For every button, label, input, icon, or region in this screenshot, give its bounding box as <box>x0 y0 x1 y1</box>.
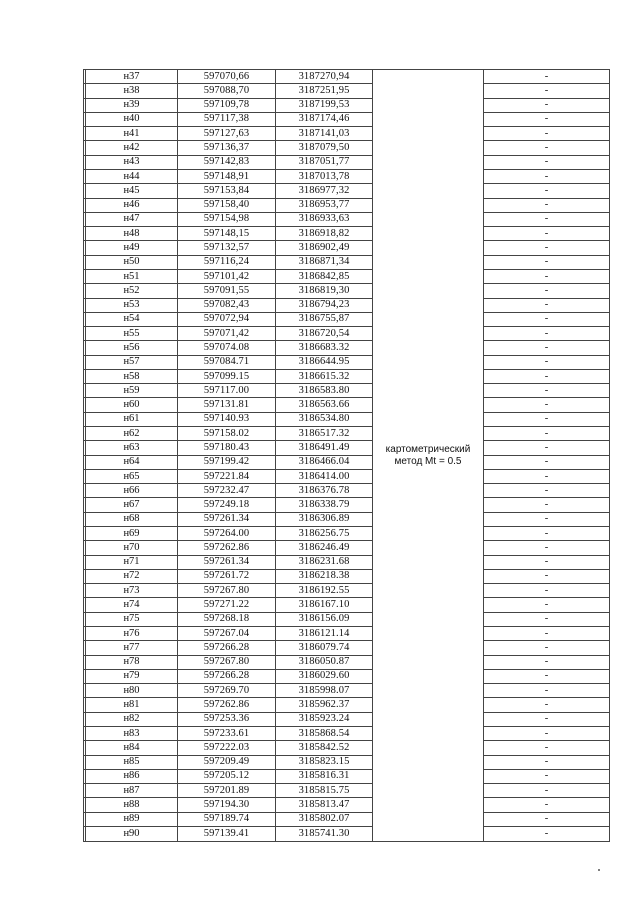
point-cell: н88 <box>86 798 178 812</box>
value-cell: - <box>484 284 610 298</box>
y-coordinate-cell: 3185813.47 <box>276 798 373 812</box>
value-cell: - <box>484 312 610 326</box>
x-coordinate-cell: 597127,63 <box>178 127 276 141</box>
point-cell: н82 <box>86 712 178 726</box>
value-cell: - <box>484 484 610 498</box>
y-coordinate-cell: 3186231.68 <box>276 555 373 569</box>
table-row <box>84 755 610 769</box>
point-cell: н37 <box>86 70 178 84</box>
y-coordinate-cell: 3185815.75 <box>276 784 373 798</box>
x-coordinate-cell: 597180.43 <box>178 441 276 455</box>
point-cell: н67 <box>86 498 178 512</box>
y-coordinate-cell: 3186156.09 <box>276 612 373 626</box>
table-row <box>84 798 610 812</box>
y-coordinate-cell: 3186918,82 <box>276 227 373 241</box>
table-row <box>84 398 610 412</box>
table-row <box>84 70 610 84</box>
value-cell: - <box>484 412 610 426</box>
value-cell: - <box>484 84 610 98</box>
x-coordinate-cell: 597148,15 <box>178 227 276 241</box>
point-cell: н80 <box>86 684 178 698</box>
value-cell: - <box>484 812 610 826</box>
y-coordinate-cell: 3186842,85 <box>276 269 373 283</box>
table-row <box>84 598 610 612</box>
table-row <box>84 441 610 455</box>
point-cell: н70 <box>86 541 178 555</box>
value-cell: - <box>484 298 610 312</box>
point-cell: н73 <box>86 584 178 598</box>
point-cell: н58 <box>86 369 178 383</box>
table-row <box>84 198 610 212</box>
point-cell: н45 <box>86 184 178 198</box>
point-cell: н71 <box>86 555 178 569</box>
y-coordinate-cell: 3186376.78 <box>276 484 373 498</box>
table-row <box>84 626 610 640</box>
value-cell: - <box>484 584 610 598</box>
value-cell: - <box>484 112 610 126</box>
point-cell: н79 <box>86 669 178 683</box>
point-cell: н90 <box>86 826 178 841</box>
y-coordinate-cell: 3186683.32 <box>276 341 373 355</box>
y-coordinate-cell: 3186256.75 <box>276 527 373 541</box>
value-cell: - <box>484 155 610 169</box>
value-cell: - <box>484 712 610 726</box>
value-cell: - <box>484 527 610 541</box>
value-cell: - <box>484 784 610 798</box>
point-cell: н74 <box>86 598 178 612</box>
y-coordinate-cell: 3186615.32 <box>276 369 373 383</box>
x-coordinate-cell: 597249.18 <box>178 498 276 512</box>
point-cell: н64 <box>86 455 178 469</box>
table-row <box>84 141 610 155</box>
value-cell: - <box>484 541 610 555</box>
x-coordinate-cell: 597262.86 <box>178 541 276 555</box>
point-cell: н75 <box>86 612 178 626</box>
point-cell: н76 <box>86 626 178 640</box>
x-coordinate-cell: 597153,84 <box>178 184 276 198</box>
x-coordinate-cell: 597158.02 <box>178 427 276 441</box>
x-coordinate-cell: 597209.49 <box>178 755 276 769</box>
value-cell: - <box>484 198 610 212</box>
point-cell: н77 <box>86 641 178 655</box>
table-row <box>84 712 610 726</box>
x-coordinate-cell: 597074.08 <box>178 341 276 355</box>
table-row <box>84 669 610 683</box>
x-coordinate-cell: 597136,37 <box>178 141 276 155</box>
x-coordinate-cell: 597071,42 <box>178 327 276 341</box>
point-cell: н66 <box>86 484 178 498</box>
y-coordinate-cell: 3186491.49 <box>276 441 373 455</box>
value-cell: - <box>484 269 610 283</box>
x-coordinate-cell: 597232.47 <box>178 484 276 498</box>
y-coordinate-cell: 3185816.31 <box>276 769 373 783</box>
y-coordinate-cell: 3186953,77 <box>276 198 373 212</box>
x-coordinate-cell: 597140.93 <box>178 412 276 426</box>
table-row <box>84 484 610 498</box>
x-coordinate-cell: 597266.28 <box>178 669 276 683</box>
point-cell: н51 <box>86 269 178 283</box>
y-coordinate-cell: 3185868.54 <box>276 726 373 740</box>
y-coordinate-cell: 3186819,30 <box>276 284 373 298</box>
point-cell: н44 <box>86 169 178 183</box>
point-cell: н42 <box>86 141 178 155</box>
point-cell: н47 <box>86 212 178 226</box>
y-coordinate-cell: 3185962.37 <box>276 698 373 712</box>
table-row <box>84 512 610 526</box>
value-cell: - <box>484 141 610 155</box>
y-coordinate-cell: 3186902,49 <box>276 241 373 255</box>
y-coordinate-cell: 3186534.80 <box>276 412 373 426</box>
x-coordinate-cell: 597261.34 <box>178 512 276 526</box>
table-row <box>84 284 610 298</box>
table-row <box>84 412 610 426</box>
table-row <box>84 227 610 241</box>
value-cell: - <box>484 698 610 712</box>
x-coordinate-cell: 597148,91 <box>178 169 276 183</box>
y-coordinate-cell: 3186644.95 <box>276 355 373 369</box>
point-cell: н38 <box>86 84 178 98</box>
value-cell: - <box>484 98 610 112</box>
x-coordinate-cell: 597082,43 <box>178 298 276 312</box>
table-row <box>84 469 610 483</box>
x-coordinate-cell: 597070,66 <box>178 70 276 84</box>
point-cell: н78 <box>86 655 178 669</box>
y-coordinate-cell: 3186794,23 <box>276 298 373 312</box>
table-row <box>84 612 610 626</box>
point-cell: н50 <box>86 255 178 269</box>
x-coordinate-cell: 597264.00 <box>178 527 276 541</box>
value-cell: - <box>484 241 610 255</box>
x-coordinate-cell: 597084.71 <box>178 355 276 369</box>
point-cell: н54 <box>86 312 178 326</box>
y-coordinate-cell: 3186306.89 <box>276 512 373 526</box>
y-coordinate-cell: 3186871,34 <box>276 255 373 269</box>
point-cell: н49 <box>86 241 178 255</box>
point-cell: н62 <box>86 427 178 441</box>
value-cell: - <box>484 598 610 612</box>
table-row <box>84 327 610 341</box>
coordinates-table <box>83 69 610 842</box>
y-coordinate-cell: 3185823.15 <box>276 755 373 769</box>
y-coordinate-cell: 3186563.66 <box>276 398 373 412</box>
x-coordinate-cell: 597261.72 <box>178 569 276 583</box>
point-cell: н69 <box>86 527 178 541</box>
table-row <box>84 369 610 383</box>
point-cell: н41 <box>86 127 178 141</box>
table-row <box>84 698 610 712</box>
x-coordinate-cell: 597268.18 <box>178 612 276 626</box>
table-row <box>84 112 610 126</box>
value-cell: - <box>484 255 610 269</box>
x-coordinate-cell: 597267.80 <box>178 655 276 669</box>
y-coordinate-cell: 3186050.87 <box>276 655 373 669</box>
y-coordinate-cell: 3185802.07 <box>276 812 373 826</box>
table-row <box>84 98 610 112</box>
value-cell: - <box>484 741 610 755</box>
value-cell: - <box>484 341 610 355</box>
y-coordinate-cell: 3186167.10 <box>276 598 373 612</box>
point-cell: н72 <box>86 569 178 583</box>
value-cell: - <box>484 184 610 198</box>
value-cell: - <box>484 755 610 769</box>
y-coordinate-cell: 3185998.07 <box>276 684 373 698</box>
x-coordinate-cell: 597221.84 <box>178 469 276 483</box>
table-row <box>84 255 610 269</box>
value-cell: - <box>484 169 610 183</box>
y-coordinate-cell: 3187079,50 <box>276 141 373 155</box>
table-row <box>84 684 610 698</box>
point-cell: н39 <box>86 98 178 112</box>
y-coordinate-cell: 3187199,53 <box>276 98 373 112</box>
point-cell: н52 <box>86 284 178 298</box>
value-cell: - <box>484 626 610 640</box>
value-cell: - <box>484 769 610 783</box>
value-cell: - <box>484 469 610 483</box>
value-cell: - <box>484 227 610 241</box>
table-row <box>84 812 610 826</box>
table-row <box>84 241 610 255</box>
x-coordinate-cell: 597269.70 <box>178 684 276 698</box>
point-cell: н87 <box>86 784 178 798</box>
x-coordinate-cell: 597072,94 <box>178 312 276 326</box>
x-coordinate-cell: 597088,70 <box>178 84 276 98</box>
x-coordinate-cell: 597233.61 <box>178 726 276 740</box>
point-cell: н60 <box>86 398 178 412</box>
table-row <box>84 155 610 169</box>
x-coordinate-cell: 597117.00 <box>178 384 276 398</box>
x-coordinate-cell: 597154,98 <box>178 212 276 226</box>
y-coordinate-cell: 3186218.38 <box>276 569 373 583</box>
x-coordinate-cell: 597262.86 <box>178 698 276 712</box>
value-cell: - <box>484 398 610 412</box>
value-cell: - <box>484 798 610 812</box>
point-cell: н68 <box>86 512 178 526</box>
y-coordinate-cell: 3186246.49 <box>276 541 373 555</box>
point-cell: н86 <box>86 769 178 783</box>
point-cell: н40 <box>86 112 178 126</box>
x-coordinate-cell: 597201.89 <box>178 784 276 798</box>
y-coordinate-cell: 3187141,03 <box>276 127 373 141</box>
x-coordinate-cell: 597205.12 <box>178 769 276 783</box>
y-coordinate-cell: 3187051,77 <box>276 155 373 169</box>
point-cell: н84 <box>86 741 178 755</box>
x-coordinate-cell: 597194.30 <box>178 798 276 812</box>
coordinates-table-container <box>83 69 609 842</box>
y-coordinate-cell: 3187013,78 <box>276 169 373 183</box>
value-cell: - <box>484 327 610 341</box>
value-cell: - <box>484 555 610 569</box>
x-coordinate-cell: 597132,57 <box>178 241 276 255</box>
point-cell: н89 <box>86 812 178 826</box>
table-row <box>84 555 610 569</box>
x-coordinate-cell: 597099.15 <box>178 369 276 383</box>
x-coordinate-cell: 597199.42 <box>178 455 276 469</box>
y-coordinate-cell: 3186933,63 <box>276 212 373 226</box>
y-coordinate-cell: 3186192.55 <box>276 584 373 598</box>
point-cell: н56 <box>86 341 178 355</box>
y-coordinate-cell: 3186079.74 <box>276 641 373 655</box>
table-row <box>84 212 610 226</box>
y-coordinate-cell: 3186466.04 <box>276 455 373 469</box>
x-coordinate-cell: 597261.34 <box>178 555 276 569</box>
x-coordinate-cell: 597222.03 <box>178 741 276 755</box>
x-coordinate-cell: 597139.41 <box>178 826 276 841</box>
value-cell: - <box>484 441 610 455</box>
x-coordinate-cell: 597158,40 <box>178 198 276 212</box>
table-row <box>84 569 610 583</box>
y-coordinate-cell: 3186517.32 <box>276 427 373 441</box>
table-row <box>84 427 610 441</box>
x-coordinate-cell: 597189.74 <box>178 812 276 826</box>
table-row <box>84 541 610 555</box>
table-row <box>84 655 610 669</box>
x-coordinate-cell: 597142,83 <box>178 155 276 169</box>
x-coordinate-cell: 597109,78 <box>178 98 276 112</box>
x-coordinate-cell: 597131.81 <box>178 398 276 412</box>
coordinates-table-body <box>84 70 610 842</box>
y-coordinate-cell: 3186977,32 <box>276 184 373 198</box>
table-row <box>84 184 610 198</box>
table-row <box>84 527 610 541</box>
value-cell: - <box>484 369 610 383</box>
point-cell: н53 <box>86 298 178 312</box>
table-row <box>84 741 610 755</box>
y-coordinate-cell: 3186755,87 <box>276 312 373 326</box>
y-coordinate-cell: 3187174,46 <box>276 112 373 126</box>
table-row <box>84 355 610 369</box>
point-cell: н81 <box>86 698 178 712</box>
table-row <box>84 312 610 326</box>
y-coordinate-cell: 3186414.00 <box>276 469 373 483</box>
y-coordinate-cell: 3186720,54 <box>276 327 373 341</box>
x-coordinate-cell: 597267.04 <box>178 626 276 640</box>
value-cell: - <box>484 569 610 583</box>
value-cell: - <box>484 355 610 369</box>
table-row <box>84 769 610 783</box>
y-coordinate-cell: 3186338.79 <box>276 498 373 512</box>
table-row <box>84 384 610 398</box>
y-coordinate-cell: 3186121.14 <box>276 626 373 640</box>
point-cell: н59 <box>86 384 178 398</box>
table-row <box>84 84 610 98</box>
value-cell: - <box>484 826 610 841</box>
table-row <box>84 455 610 469</box>
value-cell: - <box>484 427 610 441</box>
y-coordinate-cell: 3185842.52 <box>276 741 373 755</box>
value-cell: - <box>484 512 610 526</box>
table-row <box>84 269 610 283</box>
y-coordinate-cell: 3185923.24 <box>276 712 373 726</box>
table-row <box>84 498 610 512</box>
page-mark <box>598 869 600 871</box>
table-row <box>84 169 610 183</box>
point-cell: н65 <box>86 469 178 483</box>
value-cell: - <box>484 498 610 512</box>
table-row <box>84 726 610 740</box>
y-coordinate-cell: 3186029.60 <box>276 669 373 683</box>
point-cell: н55 <box>86 327 178 341</box>
point-cell: н57 <box>86 355 178 369</box>
y-coordinate-cell: 3185741.30 <box>276 826 373 841</box>
value-cell: - <box>484 641 610 655</box>
x-coordinate-cell: 597091,55 <box>178 284 276 298</box>
point-cell: н46 <box>86 198 178 212</box>
x-coordinate-cell: 597271.22 <box>178 598 276 612</box>
point-cell: н85 <box>86 755 178 769</box>
value-cell: - <box>484 612 610 626</box>
x-coordinate-cell: 597253.36 <box>178 712 276 726</box>
x-coordinate-cell: 597116,24 <box>178 255 276 269</box>
value-cell: - <box>484 127 610 141</box>
table-row <box>84 298 610 312</box>
point-cell: н83 <box>86 726 178 740</box>
table-row <box>84 641 610 655</box>
value-cell: - <box>484 669 610 683</box>
value-cell: - <box>484 212 610 226</box>
y-coordinate-cell: 3187270,94 <box>276 70 373 84</box>
point-cell: н61 <box>86 412 178 426</box>
y-coordinate-cell: 3187251,95 <box>276 84 373 98</box>
x-coordinate-cell: 597117,38 <box>178 112 276 126</box>
point-cell: н63 <box>86 441 178 455</box>
value-cell: - <box>484 455 610 469</box>
method-note-cell: картометрический метод Mt = 0.5 <box>373 70 484 842</box>
value-cell: - <box>484 70 610 84</box>
x-coordinate-cell: 597101,42 <box>178 269 276 283</box>
table-row <box>84 127 610 141</box>
value-cell: - <box>484 655 610 669</box>
value-cell: - <box>484 684 610 698</box>
y-coordinate-cell: 3186583.80 <box>276 384 373 398</box>
point-cell: н43 <box>86 155 178 169</box>
table-row <box>84 584 610 598</box>
table-row <box>84 826 610 841</box>
table-row <box>84 784 610 798</box>
value-cell: - <box>484 384 610 398</box>
x-coordinate-cell: 597266.28 <box>178 641 276 655</box>
point-cell: н48 <box>86 227 178 241</box>
value-cell: - <box>484 726 610 740</box>
table-row <box>84 341 610 355</box>
x-coordinate-cell: 597267.80 <box>178 584 276 598</box>
